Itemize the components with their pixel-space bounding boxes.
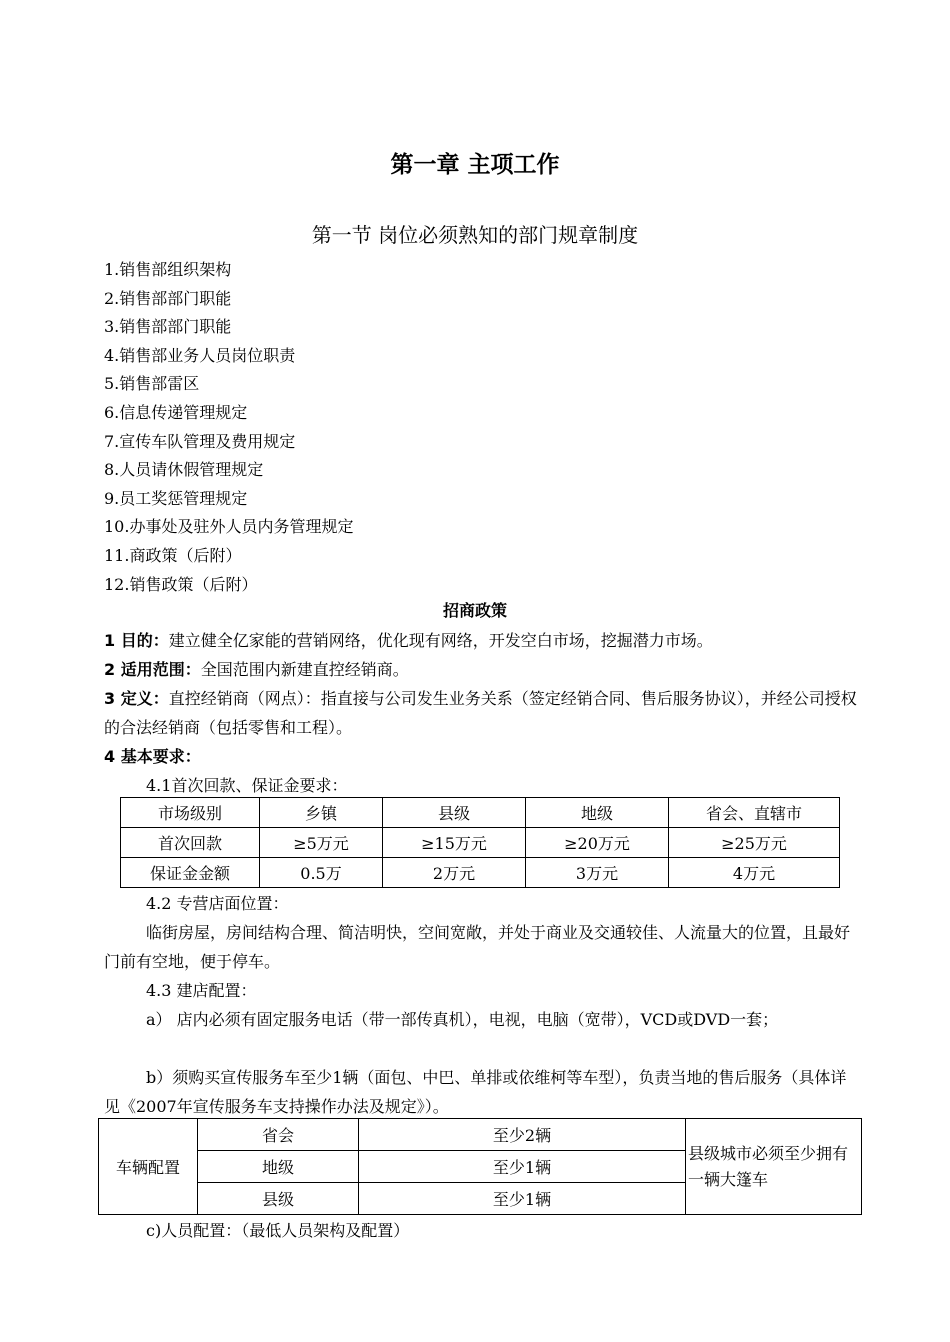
- list-item: 6.信息传递管理规定: [104, 402, 248, 422]
- list-item: 9.员工奖惩管理规定: [104, 488, 248, 508]
- item-text: 全国范围内新建直控经销商。: [200, 660, 409, 679]
- table-row: [121, 828, 840, 858]
- list-item: 2.销售部部门职能: [104, 288, 232, 308]
- table-cell: 地级: [198, 1151, 359, 1183]
- policy-title: 招商政策: [442, 601, 507, 620]
- list-item: 10.办事处及驻外人员内务管理规定: [104, 517, 354, 537]
- table-row-header: 车辆配置: [99, 1119, 198, 1215]
- policy-item-scope: [104, 655, 409, 684]
- table-cell: 3万元: [526, 858, 669, 888]
- chapter-title: 第一章 主项工作: [390, 152, 560, 178]
- table-header-cell: 县级: [383, 798, 526, 828]
- table-cell: 4万元: [669, 858, 840, 888]
- list-item: 3.销售部部门职能: [104, 317, 232, 337]
- list-item: 12.销售政策（后附）: [104, 574, 258, 594]
- store-location-text: 临街房屋，房间结构合理、简洁明快，空间宽敞，并处于商业及交通较佳、人流量大的位置，且最好门前有空地，便于停车。: [104, 923, 851, 971]
- table-row: [121, 858, 840, 888]
- table-cell: ≥25万元: [669, 828, 840, 858]
- section-title: 第一节 岗位必须熟知的部门规章制度: [311, 223, 639, 247]
- deposit-requirements-table: [120, 797, 840, 888]
- store-config-a: a） 店内必须有固定服务电话（带一部传真机），电视，电脑（宽带），VCD或DVD一套；: [146, 1010, 779, 1029]
- table-header-cell: 乡镇: [260, 798, 383, 828]
- table-cell: 2万元: [383, 858, 526, 888]
- item-label: 3 定义：: [104, 689, 169, 708]
- table-cell: 至少1辆: [359, 1183, 686, 1215]
- subsection-4-1: 4.1首次回款、保证金要求：: [146, 776, 348, 795]
- list-item: 1.销售部组织架构: [104, 260, 232, 279]
- table-cell: 0.5万: [260, 858, 383, 888]
- table-header-cell: 市场级别: [121, 798, 260, 828]
- table-cell: 至少1辆: [359, 1151, 686, 1183]
- store-config-c: c)人员配置：（最低人员架构及配置）: [146, 1221, 410, 1240]
- table-row: [99, 1119, 862, 1151]
- table-header-cell: 地级: [526, 798, 669, 828]
- table-cell: 保证金金额: [121, 858, 260, 888]
- table-cell: ≥5万元: [260, 828, 383, 858]
- list-item: 8.人员请休假管理规定: [104, 460, 264, 480]
- table-note-cell: 县级城市必须至少拥有一辆大篷车: [686, 1119, 862, 1215]
- policy-item-purpose: [104, 626, 713, 655]
- list-item: 4.销售部业务人员岗位职责: [104, 345, 296, 365]
- policy-item-definition: [104, 684, 858, 742]
- store-config-b: b）须购买宣传服务车至少1辆（面包、中巴、单排或依维柯等车型），负责当地的售后服务（具体详见《2007年宣传服务车支持操作办法及规定》）。: [104, 1068, 847, 1116]
- policy-item-requirements: 4 基本要求：: [104, 747, 201, 766]
- table-cell: 首次回款: [121, 828, 260, 858]
- item-label: 1 目的：: [104, 631, 169, 650]
- table-cell: 省会: [198, 1119, 359, 1151]
- regulation-list: [104, 256, 353, 599]
- table-cell: 至少2辆: [359, 1119, 686, 1151]
- subsection-4-3: 4.3 建店配置：: [146, 981, 257, 1000]
- list-item: 7.宣传车队管理及费用规定: [104, 431, 296, 451]
- table-cell: 县级: [198, 1183, 359, 1215]
- table-header-cell: 省会、直辖市: [669, 798, 840, 828]
- item-text: 建立健全亿家能的营销网络，优化现有网络，开发空白市场，挖掘潜力市场。: [168, 631, 713, 650]
- vehicle-config-table: [98, 1118, 862, 1215]
- table-cell: ≥20万元: [526, 828, 669, 858]
- subsection-4-2: 4.2 专营店面位置：: [146, 894, 289, 913]
- list-item: 5.销售部雷区: [104, 374, 200, 394]
- table-cell: ≥15万元: [383, 828, 526, 858]
- item-label: 2 适用范围：: [104, 660, 201, 679]
- table-header-row: [121, 798, 840, 828]
- item-text: 直控经销商（网点）：指直接与公司发生业务关系（签定经销合同、售后服务协议），并经公司授权的合法经销商（包括零售和工程）。: [104, 689, 857, 737]
- list-item: 11.商政策（后附）: [104, 545, 242, 565]
